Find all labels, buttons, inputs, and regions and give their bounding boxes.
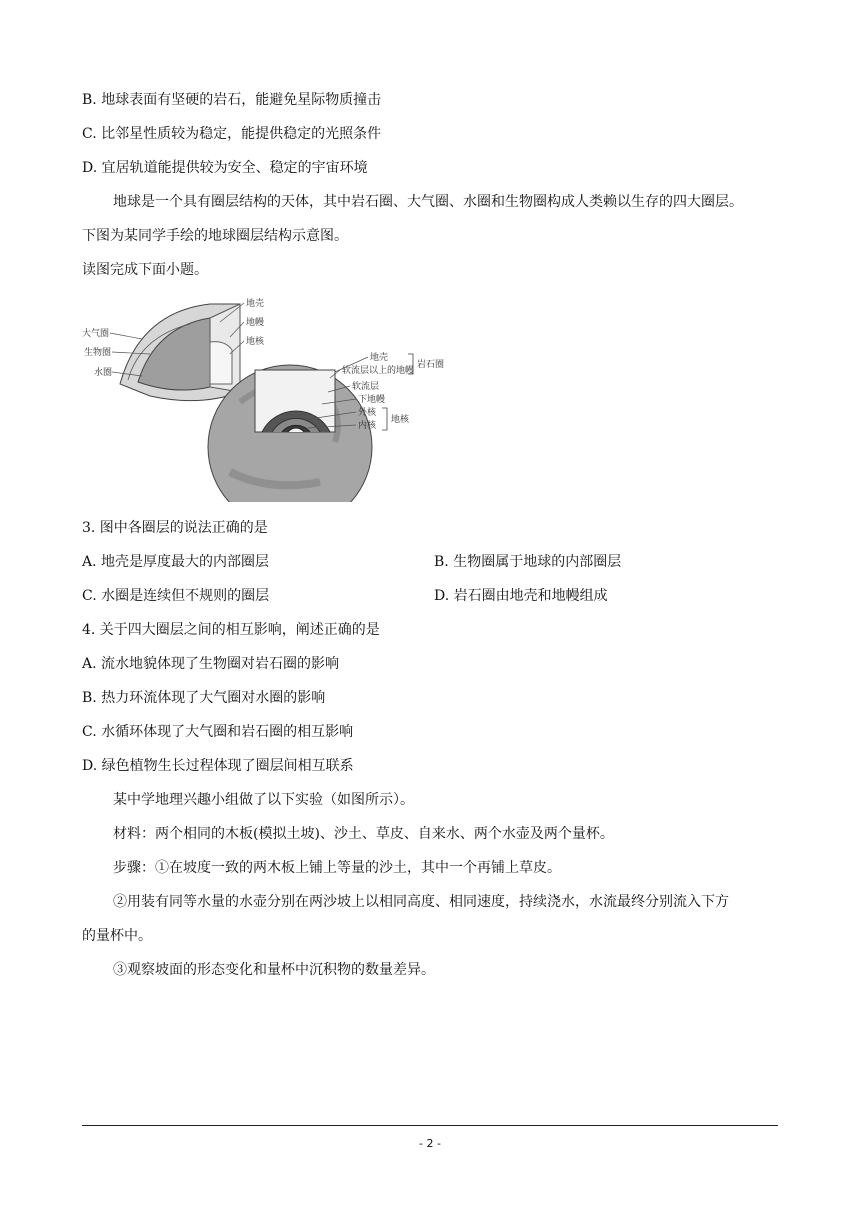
label-hydrosphere: 水圈 <box>94 368 113 378</box>
option-4c: C. 水循环体现了大气圈和岩石圈的相互影响 <box>82 724 354 740</box>
option-3b: B. 生物圈属于地球的内部圈层 <box>434 554 622 570</box>
label-above-asthenosphere: 软流层以上的地幔 <box>342 366 415 376</box>
label-core-top: 地核 <box>246 337 265 347</box>
option-4d: D. 绿色植物生长过程体现了圈层间相互联系 <box>82 758 354 774</box>
label-crust: 地壳 <box>370 353 389 363</box>
option-2b: B. 地球表面有坚硬的岩石，能避免星际物质撞击 <box>82 92 382 108</box>
label-inner-core: 内核 <box>358 421 377 431</box>
option-4b: B. 热力环流体现了大气圈对水圈的影响 <box>82 690 326 706</box>
label-mantle-top: 地幔 <box>246 318 265 328</box>
option-3d: D. 岩石圈由地壳和地幔组成 <box>434 588 608 604</box>
label-biosphere: 生物圈 <box>84 348 112 358</box>
label-lithosphere: 岩石圈 <box>417 360 445 370</box>
experiment-materials: 材料：两个相同的木板(模拟土坡)、沙土、草皮、自来水、两个水壶及两个量杯。 <box>113 826 614 842</box>
question-3: 3. 图中各圈层的说法正确的是 <box>82 520 268 536</box>
paragraph-intro-1: 地球是一个具有圈层结构的天体，其中岩石圈、大气圈、水圈和生物圈构成人类赖以生存的四大圈层。 <box>113 194 743 210</box>
footer-rule <box>82 1125 778 1126</box>
option-2c: C. 比邻星性质较为稳定，能提供稳定的光照条件 <box>82 126 382 142</box>
label-atmosphere: 大气圈 <box>82 329 110 339</box>
earth-layers-figure <box>80 292 460 502</box>
option-3a: A. 地壳是厚度最大的内部圈层 <box>82 554 270 570</box>
option-2d: D. 宜居轨道能提供较为安全、稳定的宇宙环境 <box>82 160 368 176</box>
label-asthenosphere: 软流层 <box>352 382 380 392</box>
paragraph-intro-3: 读图完成下面小题。 <box>82 262 208 278</box>
label-lower-mantle: 下地幔 <box>358 395 386 405</box>
paragraph-intro-2: 下图为某同学手绘的地球圈层结构示意图。 <box>82 228 348 244</box>
experiment-step-2-cont: 的量杯中。 <box>82 928 152 944</box>
option-4a: A. 流水地貌体现了生物圈对岩石圈的影响 <box>82 656 340 672</box>
experiment-intro: 某中学地理兴趣小组做了以下实验（如图所示）。 <box>113 792 414 808</box>
experiment-step-3: ③观察坡面的形态变化和量杯中沉积物的数量差异。 <box>113 962 435 978</box>
experiment-step-1: 步骤：①在坡度一致的两木板上铺上等量的沙土，其中一个再铺上草皮。 <box>113 860 561 876</box>
upper-hemisphere-drawing <box>120 304 240 401</box>
label-outer-core: 外核 <box>358 408 377 418</box>
page-number: - 2 - <box>419 1137 441 1150</box>
experiment-step-2: ②用装有同等水量的水壶分别在两沙坡上以相同高度、相同速度，持续浇水，水流最终分别流入下方 <box>113 894 729 910</box>
label-core: 地核 <box>391 415 410 425</box>
option-3c: C. 水圈是连续但不规则的圈层 <box>82 588 270 604</box>
label-crust-top: 地壳 <box>246 299 265 309</box>
question-4: 4. 关于四大圈层之间的相互影响，阐述正确的是 <box>82 622 380 638</box>
